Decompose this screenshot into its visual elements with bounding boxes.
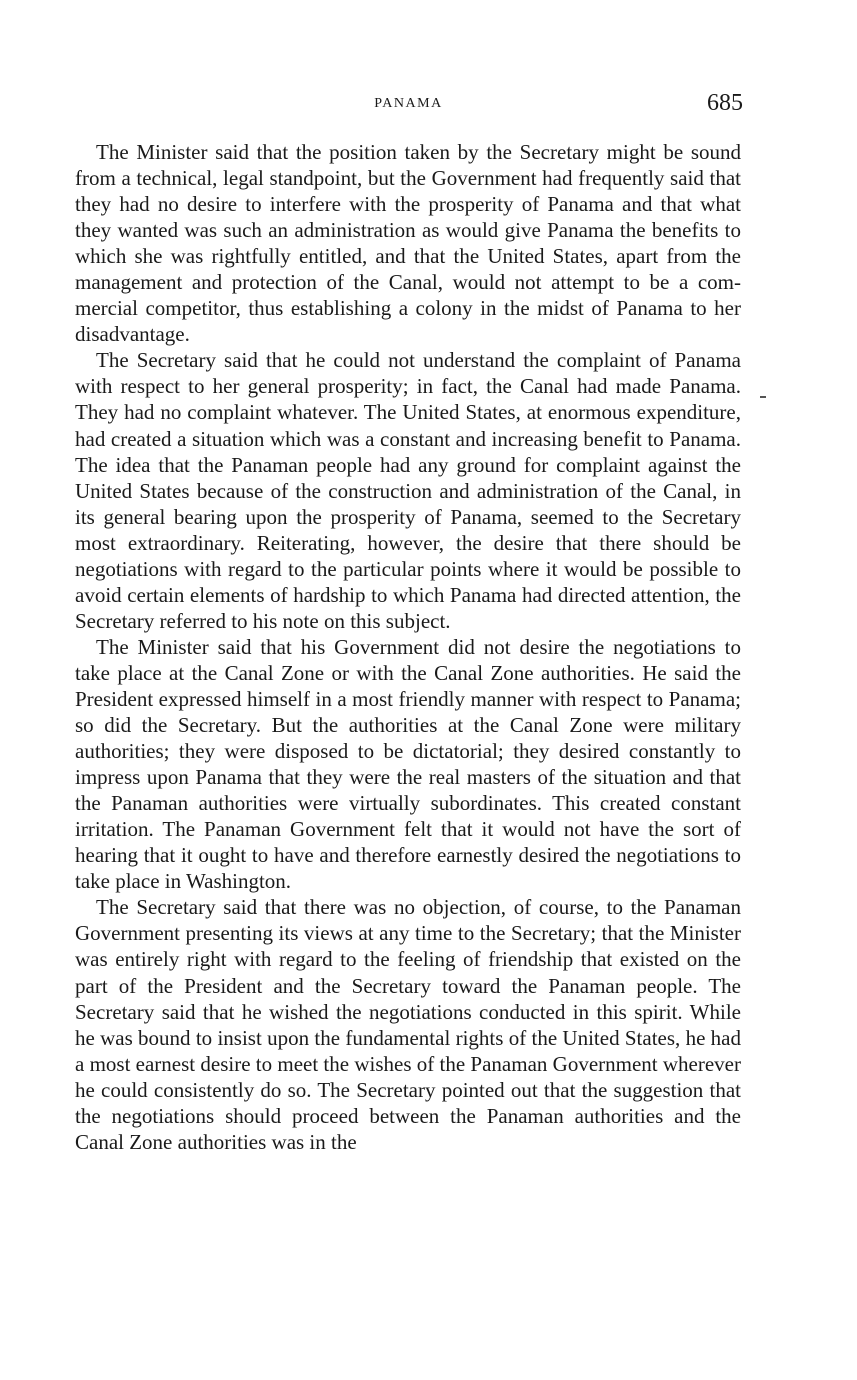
- margin-mark: [760, 396, 766, 398]
- page-number: 685: [707, 90, 743, 116]
- paragraph-secretary-prosperity: The Secretary said that he could not understand the complaint of Panama with respect to her general prosperity; in fact, the Canal had made Panama. They had no complaint whatever. The United States, at enormous expenditure, had created a situation which was a constant and increasing benefit to Panama. The idea that the Panaman people had any ground for complaint against the United States because of the construction and administration of the Canal, in its general bearing upon the prosperity of Panama, seemed to the Secretary most extraordinary. Reiterating, however, the desire that there should be negotiations with regard to the particular points where it would be possible to avoid certain elements of hardship to which Panama had directed attention, the Secretary referred to his note on this subject.: [75, 348, 741, 633]
- body-text: [75, 139, 741, 1155]
- paragraph-minister-position: The Minister said that the position taken by the Secretary might be sound from a technical, legal standpoint, but the Government had frequently said that they had no desire to interfere with the prosperity of Panama and that what they wanted was such an administration as would give Panama the benefits to which she was rightfully entitled, and that the United States, apart from the management and protection of the Canal, would not attempt to be a commercial competitor, thus establishing a colony in the midst of Panama to her disadvantage.: [75, 140, 741, 347]
- running-head: [0, 92, 857, 122]
- paragraph-minister-negotiations: The Minister said that his Government did not desire the negotiations to take place at the Canal Zone or with the Canal Zone authorities. He said the President expressed himself in a most friendly manner with respect to Panama; so did the Secretary. But the authorities at the Canal Zone were military authorities; they were disposed to be dictatorial; they desired constantly to impress upon Panama that they were the real masters of the situation and that the Panaman authorities were virtually subordinates. This created constant irritation. The Panaman Government felt that it would not have the sort of hearing that it ought to have and therefore earnestly desired the negotiations to take place in Washington.: [75, 634, 741, 894]
- paragraph-secretary-response: The Secretary said that there was no objection, of course, to the Panaman Government presenting its views at any time to the Secretary; that the Minister was entirely right with regard to the feeling of friendship that existed on the part of the President and the Secretary toward the Panaman people. The Secretary said that he wished the negotiations conducted in this spirit. While he was bound to insist upon the fundamental rights of the United States, he had a most earnest desire to meet the wishes of the Panaman Government wherever he could consistently do so. The Secretary pointed out that the suggestion that the negotiations should proceed between the Panaman authorities and the Canal Zone authorities was in the: [75, 895, 741, 1154]
- running-title: PANAMA: [374, 96, 443, 111]
